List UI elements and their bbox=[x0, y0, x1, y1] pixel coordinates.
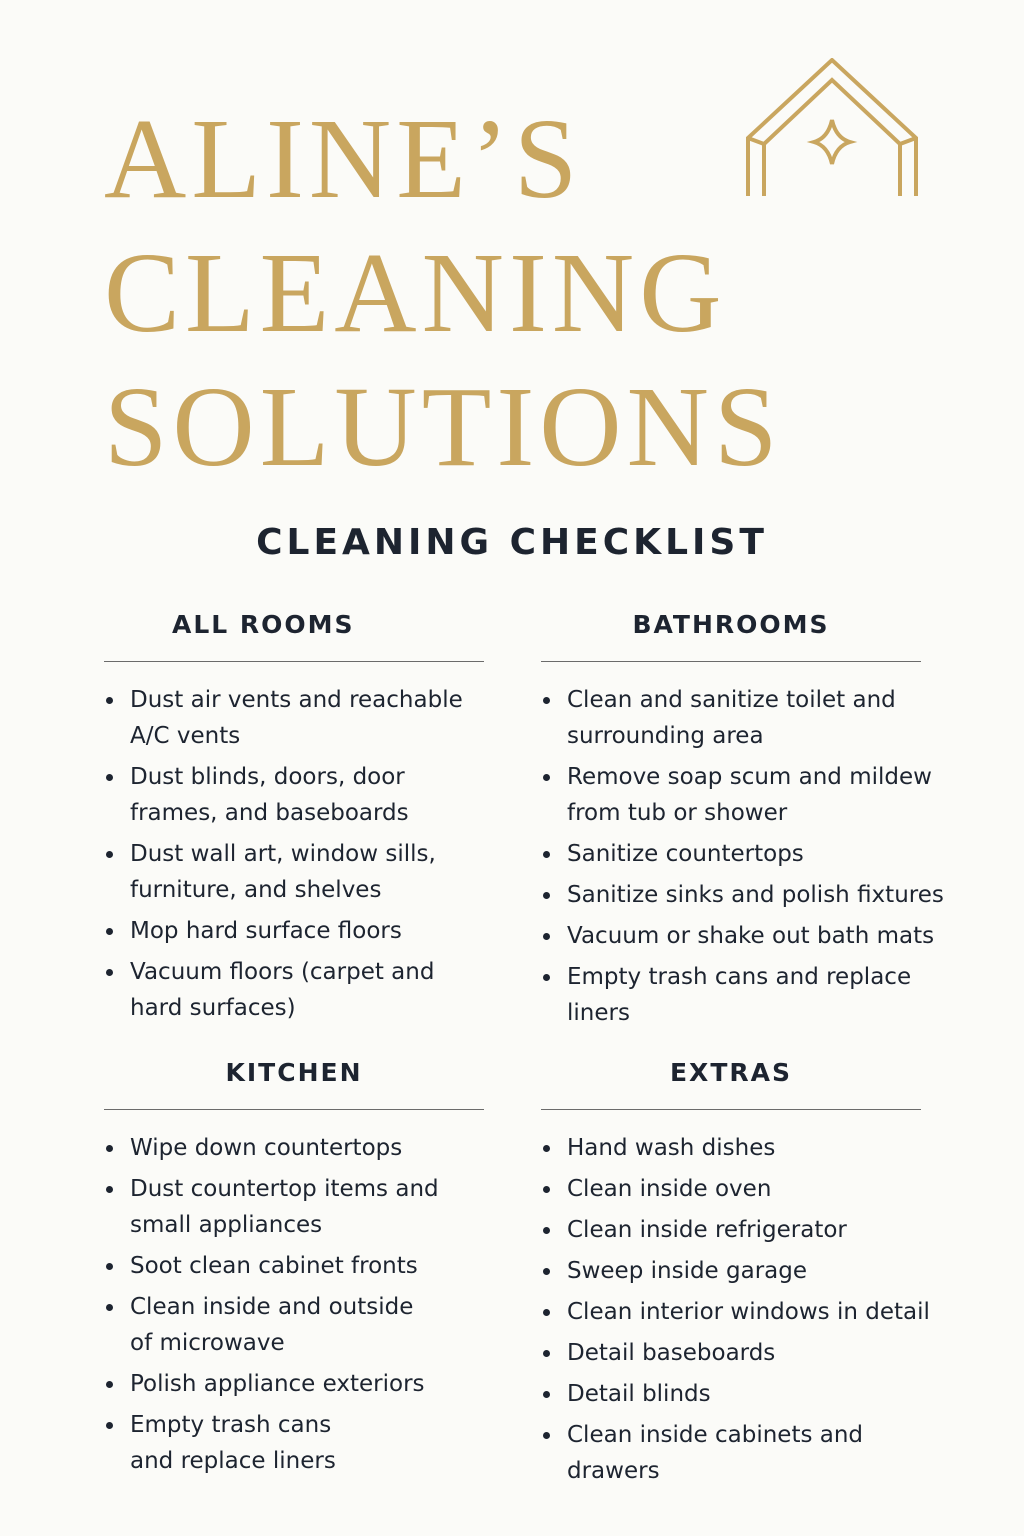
brand-title bbox=[104, 92, 782, 494]
checklist-item: Clean interior windows in detail bbox=[541, 1294, 921, 1330]
checklist-item: Mop hard surface floors bbox=[104, 913, 484, 949]
checklist-item: Sanitize countertops bbox=[541, 836, 921, 872]
checklist-item: Soot clean cabinet fronts bbox=[104, 1248, 484, 1284]
section-title-kitchen: KITCHEN bbox=[225, 1058, 363, 1087]
checklist-item: Sweep inside garage bbox=[541, 1253, 921, 1289]
checklist-item: Clean inside oven bbox=[541, 1171, 921, 1207]
checklist-item: Clean inside cabinets and drawers bbox=[541, 1417, 921, 1489]
section-extras bbox=[541, 1057, 930, 1494]
section-kitchen bbox=[104, 1057, 484, 1484]
checklist-item: Wipe down countertops bbox=[104, 1130, 484, 1166]
checklist-item: Empty trash cans and replace liners bbox=[541, 959, 921, 1031]
section-divider bbox=[541, 1109, 921, 1110]
checklist-item: Dust air vents and reachable A/C vents bbox=[104, 682, 484, 754]
checklist-all-rooms bbox=[104, 682, 484, 1026]
section-divider bbox=[104, 1109, 484, 1110]
checklist-bathrooms bbox=[541, 682, 944, 1031]
house-sparkle-icon bbox=[744, 58, 920, 198]
checklist-item: Remove soap scum and mildew from tub or shower bbox=[541, 759, 921, 831]
section-title-bathrooms: BATHROOMS bbox=[632, 610, 830, 639]
checklist-title: CLEANING CHECKLIST bbox=[256, 522, 768, 563]
section-title-extras: EXTRAS bbox=[669, 1058, 792, 1087]
checklist-kitchen bbox=[104, 1130, 484, 1479]
checklist-item: Dust countertop items and small appliances bbox=[104, 1171, 484, 1243]
brand-line-1: ALINE’S bbox=[104, 95, 583, 222]
checklist-item: Empty trash cans and replace liners bbox=[104, 1407, 484, 1479]
checklist-item: Dust blinds, doors, door frames, and baseboards bbox=[104, 759, 484, 831]
checklist-item: Vacuum or shake out bath mats bbox=[541, 918, 921, 954]
checklist-item: Clean inside refrigerator bbox=[541, 1212, 921, 1248]
checklist-item: Polish appliance exteriors bbox=[104, 1366, 484, 1402]
brand-line-3: SOLUTIONS bbox=[104, 363, 783, 490]
checklist-item: Vacuum floors (carpet and hard surfaces) bbox=[104, 954, 484, 1026]
section-divider bbox=[541, 661, 921, 662]
checklist-item: Clean and sanitize toilet and surrounding area bbox=[541, 682, 921, 754]
section-bathrooms bbox=[541, 609, 944, 1036]
checklist-item: Clean inside and outside of microwave bbox=[104, 1289, 484, 1361]
checklist-item: Dust wall art, window sills, furniture, and shelves bbox=[104, 836, 484, 908]
checklist-item: Hand wash dishes bbox=[541, 1130, 921, 1166]
section-divider bbox=[104, 661, 484, 662]
section-title-all-rooms: ALL ROOMS bbox=[172, 610, 355, 639]
checklist-item: Detail baseboards bbox=[541, 1335, 921, 1371]
checklist-item: Detail blinds bbox=[541, 1376, 921, 1412]
section-all-rooms bbox=[104, 609, 484, 1031]
checklist-item: Sanitize sinks and polish fixtures bbox=[541, 877, 921, 913]
brand-line-2: CLEANING bbox=[104, 229, 727, 356]
checklist-extras bbox=[541, 1130, 930, 1489]
